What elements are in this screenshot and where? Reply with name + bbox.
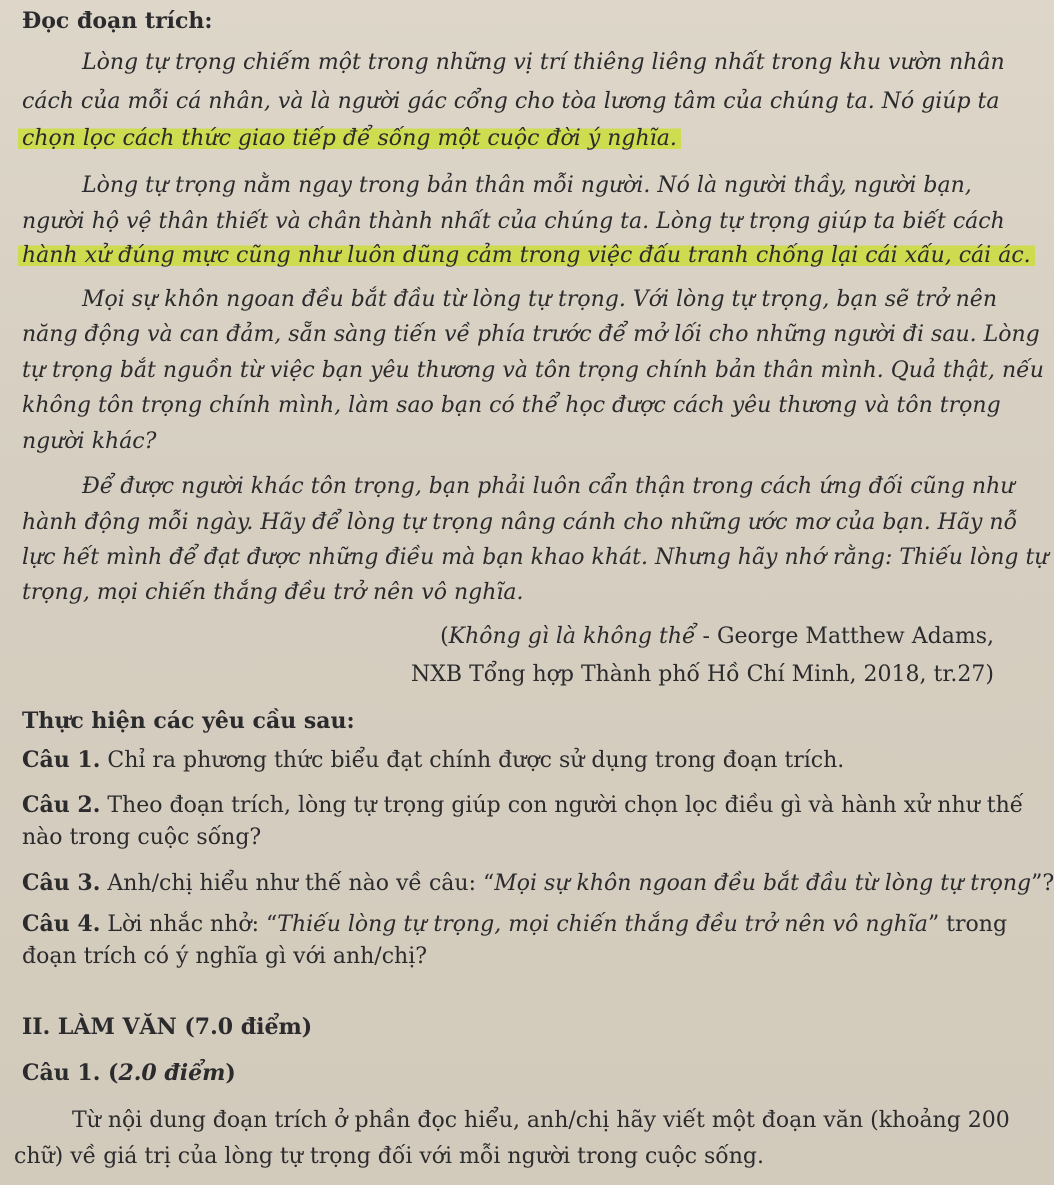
p1-line-1: Lòng tự trọng chiếm một trong những vị trí thiêng liêng nhất trong khu vườn nhân xyxy=(82,50,1005,75)
source-author: - George Matthew Adams, xyxy=(695,624,994,649)
question-2-text: Theo đoạn trích, lòng tự trọng giúp con người chọn lọc điều gì và hành xử như thế xyxy=(100,793,1024,818)
question-4-label: Câu 4. xyxy=(22,911,101,937)
source-line-1 xyxy=(440,622,994,652)
p2-line-2: người hộ vệ thân thiết và chân thành nhất của chúng ta. Lòng tự trọng giúp ta biết cách xyxy=(22,209,1005,234)
question-2-label: Câu 2. xyxy=(22,792,101,818)
writing-question-1 xyxy=(22,1058,236,1089)
source-open: ( xyxy=(440,624,449,649)
p1-line-3 xyxy=(22,124,681,154)
question-3-label: Câu 3. xyxy=(22,870,101,896)
question-4-line-1 xyxy=(22,909,1007,940)
p4-line-4: trọng, mọi chiến thắng đều trở nên vô nghĩa. xyxy=(22,580,524,605)
p3-line-2: năng động và can đảm, sẵn sàng tiến về phía trước để mở lối cho những người đi sau. Lòng xyxy=(22,322,1040,347)
question-1 xyxy=(22,745,844,776)
question-4-text: Lời nhắc nhở: “ xyxy=(100,912,278,937)
reading-heading: Đọc đoạn trích: xyxy=(22,8,213,34)
source-line-2: NXB Tổng hợp Thành phố Hồ Chí Minh, 2018, tr.27) xyxy=(411,662,994,687)
question-2-line-2: nào trong cuộc sống? xyxy=(22,825,262,850)
writing-text-line-1: Từ nội dung đoạn trích ở phần đọc hiểu, anh/chị hãy viết một đoạn văn (khoảng 200 xyxy=(72,1108,1010,1133)
question-4-line-2: đoạn trích có ý nghĩa gì với anh/chị? xyxy=(22,944,428,969)
writing-text-line-2: chữ) về giá trị của lòng tự trọng đối với mỗi người trong cuộc sống. xyxy=(14,1144,764,1169)
p4-line-2: hành động mỗi ngày. Hãy để lòng tự trọng nâng cánh cho những ước mơ của bạn. Hãy nỗ xyxy=(22,510,1018,535)
p1-line-2: cách của mỗi cá nhân, và là người gác cổng cho tòa lương tâm của chúng ta. Nó giúp ta xyxy=(22,89,1000,114)
p4-line-1: Để được người khác tôn trọng, bạn phải luôn cẩn thận trong cách ứng đối cũng như xyxy=(82,474,1015,499)
p3-line-4: không tôn trọng chính mình, làm sao bạn có thể học được cách yêu thương và tôn trọng xyxy=(22,393,1001,418)
question-3-quote: Mọi sự khôn ngoan đều bắt đầu từ lòng tự trọng xyxy=(494,871,1032,896)
writing-heading: II. LÀM VĂN (7.0 điểm) xyxy=(22,1014,313,1040)
p2-line-1: Lòng tự trọng nằm ngay trong bản thân mỗi người. Nó là người thầy, người bạn, xyxy=(82,173,972,198)
highlighted-text: chọn lọc cách thức giao tiếp để sống một cuộc đời ý nghĩa. xyxy=(18,126,681,151)
question-1-label: Câu 1. xyxy=(22,747,101,773)
writing-question-1-points: 2.0 điểm xyxy=(118,1060,226,1086)
question-1-text: Chỉ ra phương thức biểu đạt chính được sử dụng trong đoạn trích. xyxy=(100,748,845,773)
question-3-text: Anh/chị hiểu như thế nào về câu: “ xyxy=(100,871,495,896)
question-3 xyxy=(22,868,1054,899)
question-2-line-1 xyxy=(22,790,1023,821)
p3-line-1: Mọi sự khôn ngoan đều bắt đầu từ lòng tự trọng. Với lòng tự trọng, bạn sẽ trở nên xyxy=(82,287,997,312)
tasks-heading: Thực hiện các yêu cầu sau: xyxy=(22,708,355,734)
highlighted-text: hành xử đúng mực cũng như luôn dũng cảm trong việc đấu tranh chống lại cái xấu, cái ác. xyxy=(18,243,1035,268)
p2-line-3 xyxy=(22,241,1035,271)
writing-question-1-label: Câu 1. ( xyxy=(22,1060,119,1086)
p4-line-3: lực hết mình để đạt được những điều mà bạn khao khát. Nhưng hãy nhớ rằng: Thiếu lòng tự xyxy=(22,545,1049,570)
source-title: Không gì là không thể xyxy=(448,624,696,649)
writing-question-1-close: ) xyxy=(225,1060,236,1086)
p3-line-3: tự trọng bắt nguồn từ việc bạn yêu thương và tôn trọng chính bản thân mình. Quả thật, nếu xyxy=(22,358,1044,383)
question-4-end: ” trong xyxy=(927,912,1008,937)
p3-line-5: người khác? xyxy=(22,429,157,454)
question-4-quote: Thiếu lòng tự trọng, mọi chiến thắng đều trở nên vô nghĩa xyxy=(277,912,928,937)
question-3-end: ”? xyxy=(1031,871,1054,896)
